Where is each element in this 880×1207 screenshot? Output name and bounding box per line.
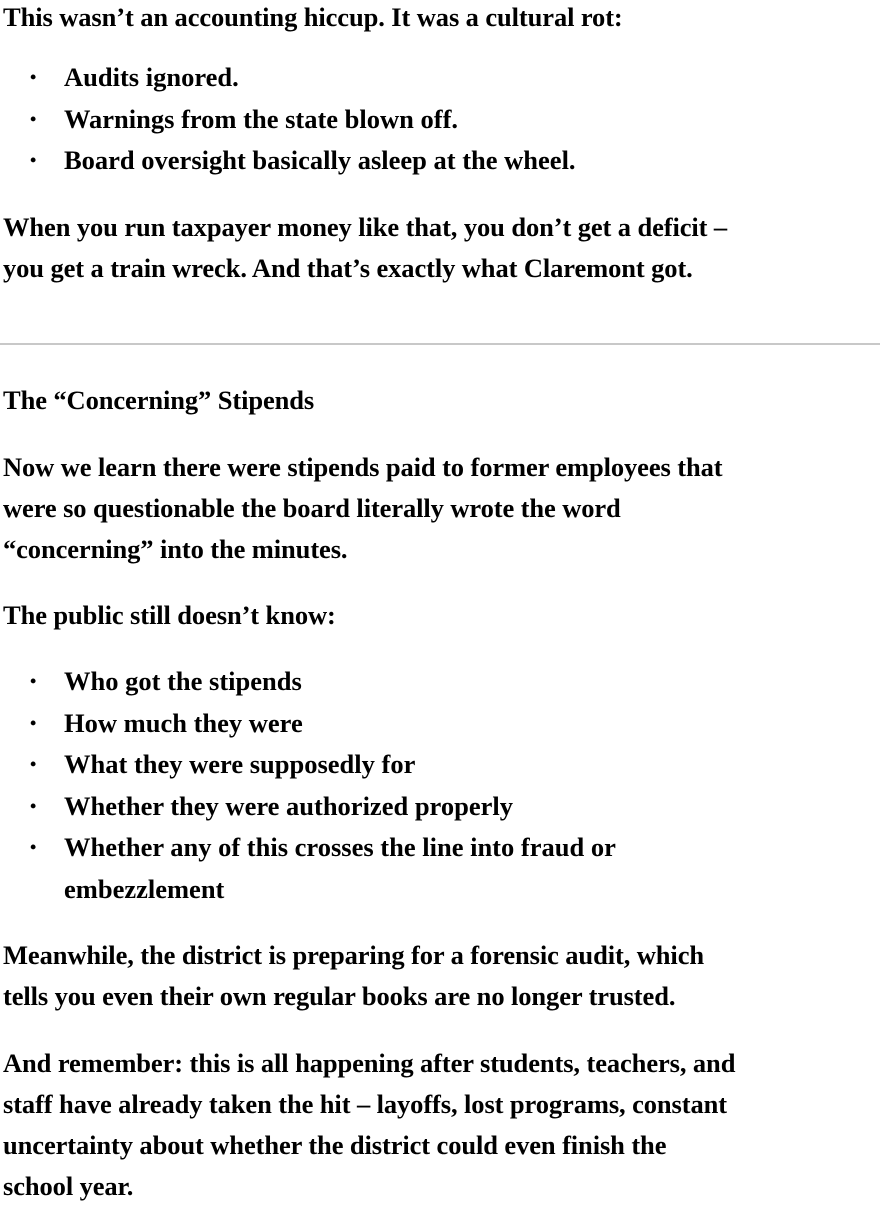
unknowns-list	[0, 661, 616, 910]
audit-paragraph	[0, 935, 704, 1017]
list-item	[0, 703, 616, 745]
list-item-text: Who got the stipends	[64, 666, 302, 696]
list-item-text: Whether they were authorized properly	[64, 790, 513, 821]
paragraph-line: “concerning” into the minutes.	[3, 534, 348, 564]
list-item-text: embezzlement	[64, 873, 225, 904]
list-item: • Warnings from the state blown off.	[0, 99, 576, 141]
list-item	[0, 786, 616, 828]
list-item: • Board oversight basically asleep at the wheel.	[0, 140, 576, 182]
list-item: • Audits ignored.	[0, 57, 576, 99]
cultural-rot-list	[0, 57, 576, 182]
paragraph-line: uncertainty about whether the district could even finish the	[3, 1130, 667, 1160]
paragraph-line: When you run taxpayer money like that, you don’t get a deficit –	[3, 212, 728, 242]
list-item	[0, 661, 616, 703]
intro-sentence: This wasn’t an accounting hiccup. It was a cultural rot:	[3, 2, 623, 32]
list-item-text: What they were supposedly for	[64, 749, 416, 779]
paragraph-line: Meanwhile, the district is preparing for a forensic audit, which	[3, 940, 704, 970]
paragraph-line: staff have already taken the hit – layoffs, lost programs, constant	[3, 1089, 727, 1119]
public-unknowns-intro: The public still doesn’t know:	[3, 600, 336, 630]
paragraph-line: tells you even their own regular books are no longer trusted.	[3, 981, 676, 1011]
deficit-paragraph	[0, 207, 727, 289]
section-divider	[0, 343, 880, 345]
paragraph-line: school year.	[3, 1171, 134, 1201]
list-item	[0, 827, 616, 910]
list-item-text: How much they were	[64, 707, 303, 738]
list-item	[0, 744, 616, 786]
paragraph-line: you get a train wreck. And that’s exactly what Claremont got.	[3, 253, 693, 283]
stipends-paragraph	[0, 447, 722, 570]
list-item-text: Whether any of this crosses the line into fraud or	[64, 832, 616, 862]
paragraph-line: Now we learn there were stipends paid to former employees that	[3, 452, 723, 482]
section-heading: The “Concerning” Stipends	[3, 385, 315, 415]
remember-paragraph	[0, 1043, 735, 1207]
paragraph-line: And remember: this is all happening after students, teachers, and	[3, 1048, 736, 1078]
paragraph-line: were so questionable the board literally wrote the word	[3, 493, 621, 523]
